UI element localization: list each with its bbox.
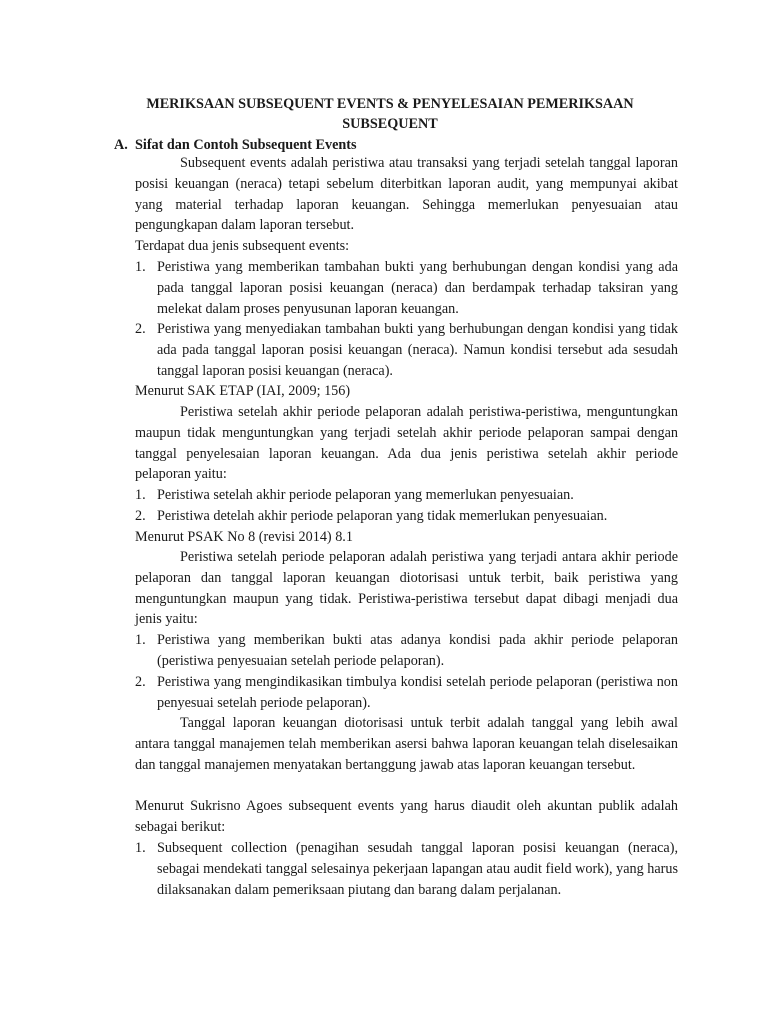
list-item <box>135 319 678 381</box>
reference-sak-etap: Menurut SAK ETAP (IAI, 2009; 156) <box>135 383 351 399</box>
list-number: 2. <box>135 674 146 690</box>
reference-psak: Menurut PSAK No 8 (revisi 2014) 8.1 <box>135 529 353 545</box>
list-item <box>135 672 678 714</box>
list-item-text: Peristiwa yang memberikan bukti atas adanya kondisi pada akhir periode pelaporan (peristiwa penyesuaian setelah periode pelaporan). <box>157 632 678 669</box>
document-title: MERIKSAAN SUBSEQUENT EVENTS & PENYELESAIAN PEMERIKSAAN SUBSEQUENT <box>146 96 634 132</box>
list-item-text: Peristiwa setelah akhir periode pelaporan yang memerlukan penyesuaian. <box>157 487 574 503</box>
paragraph-authorization <box>135 713 678 775</box>
list-item-text: Peristiwa yang menyediakan tambahan bukti yang berhubungan dengan kondisi yang tidak ada pada tanggal laporan posisi keuangan (neraca). Namun kondisi tersebut ada sesudah tanggal laporan posisi keuangan (neraca). <box>157 321 678 379</box>
paragraph-psak-text: Peristiwa setelah periode pelaporan adalah peristiwa yang terjadi antara akhir periode pelaporan dan tanggal laporan keuangan diotorisasi untuk terbit, baik peristiwa yang menguntungkan maupun yang tidak. Peristiwa-peristiwa tersebut dapat dibagi menjadi dua jenis yaitu: <box>135 549 678 628</box>
list-item-text: Peristiwa detelah akhir periode pelaporan yang tidak memerlukan penyesuaian. <box>157 508 608 524</box>
list-item <box>135 257 678 319</box>
list-number: 1. <box>135 259 146 275</box>
paragraph-definition-text: Subsequent events adalah peristiwa atau transaksi yang terjadi setelah tanggal laporan posisi keuangan (neraca) tetapi sebelum diterbitkan laporan audit, yang mempunyai akibat yang material terhadap laporan keuangan. Sehingga memerlukan penyesuaian atau pengungkapan dalam laporan tersebut. <box>135 155 678 234</box>
paragraph-psak <box>135 547 678 630</box>
list-number: 2. <box>135 321 146 337</box>
paragraph-sak-etap <box>135 402 678 485</box>
paragraph-sukrisno: Menurut Sukrisno Agoes subsequent events yang harus diaudit oleh akuntan publik adalah sebagai berikut: <box>135 798 678 835</box>
section-heading <box>114 135 357 155</box>
section-letter: A. <box>114 137 128 153</box>
list-item-text: Peristiwa yang memberikan tambahan bukti yang berhubungan dengan kondisi yang ada pada tanggal laporan posisi keuangan (neraca) dan berdampak terhadap taksiran yang melekat dalam proses penyusunan laporan keuangan. <box>157 259 678 317</box>
list-item <box>135 630 678 672</box>
list-item <box>135 485 678 506</box>
list-item <box>135 838 678 900</box>
list-number: 1. <box>135 840 146 856</box>
types-intro: Terdapat dua jenis subsequent events: <box>135 238 350 254</box>
list-number: 1. <box>135 632 146 648</box>
list-number: 1. <box>135 487 146 503</box>
list-item-text: Subsequent collection (penagihan sesudah tanggal laporan posisi keuangan (neraca), sebagai mendekati tanggal selesainya pekerjaan lapangan atau audit field work), yang harus dilaksanakan dalam pemeriksaan piutang dan barang dalam perjalanan. <box>157 840 678 898</box>
section-heading-text: Sifat dan Contoh Subsequent Events <box>135 137 357 153</box>
list-item <box>135 506 678 527</box>
list-number: 2. <box>135 508 146 524</box>
paragraph-authorization-text: Tanggal laporan keuangan diotorisasi untuk terbit adalah tanggal yang lebih awal antara tanggal manajemen telah memberikan asersi bahwa laporan keuangan telah diselesaikan dan tanggal manajemen menyatakan bertanggung jawab atas laporan keuangan tersebut. <box>135 715 678 773</box>
paragraph-sak-etap-text: Peristiwa setelah akhir periode pelaporan adalah peristiwa-peristiwa, menguntungkan maupun tidak menguntungkan yang terjadi setelah akhir periode pelaporan sampai dengan tanggal penyelesaian laporan keuangan. Ada dua jenis peristiwa setelah akhir periode pelaporan yaitu: <box>135 404 678 483</box>
paragraph-definition <box>135 153 678 236</box>
list-item-text: Peristiwa yang mengindikasikan timbulya kondisi setelah periode pelaporan (peristiwa non penyesuai setelah periode pelaporan). <box>157 674 678 711</box>
